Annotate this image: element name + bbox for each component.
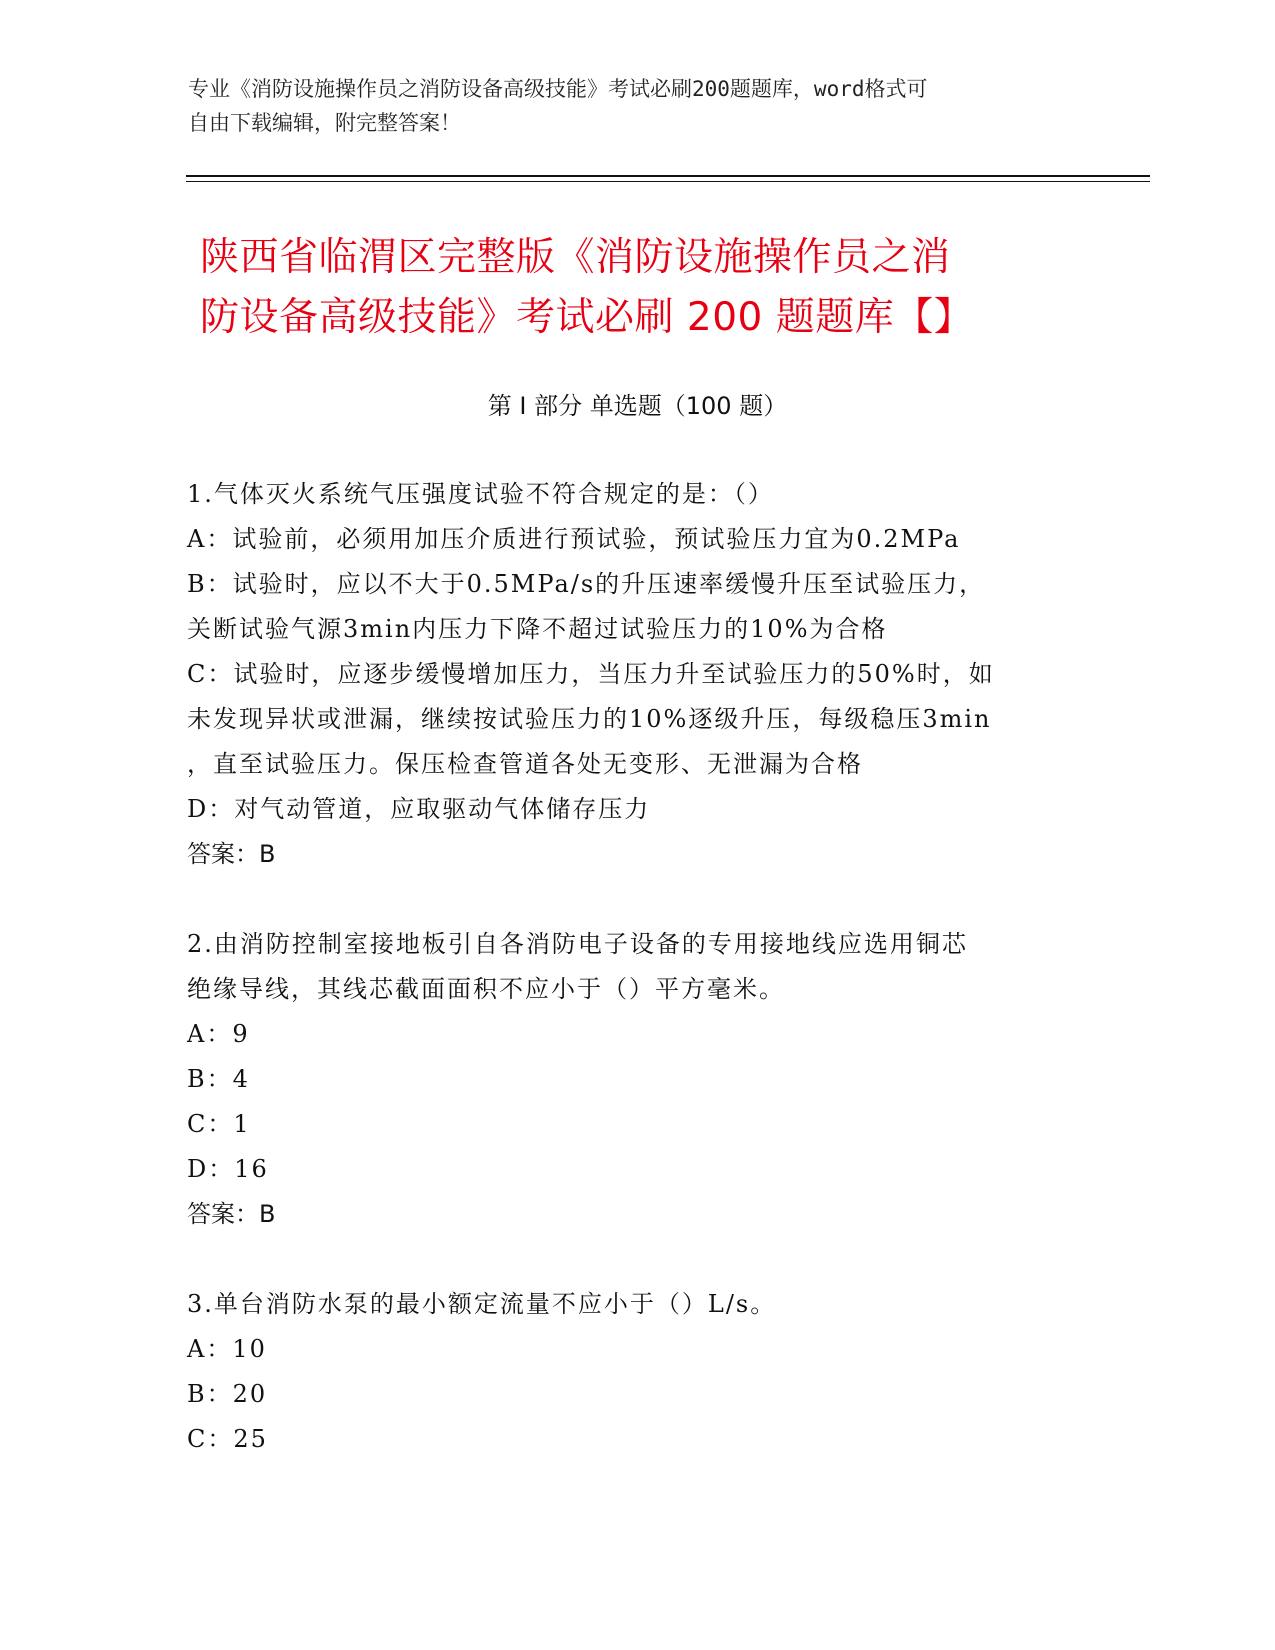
question-3-stem: 3.单台消防水泵的最小额定流量不应小于（）L/s。 (187, 1290, 777, 1318)
question-1-option-b-cont: 关断试验气源3min内压力下降不超过试验压力的10%为合格 (187, 615, 888, 643)
question-3-option-c: C：25 (187, 1425, 268, 1453)
document-title-line-2: 防设备高级技能》考试必刷 200 题题库【】 (200, 295, 974, 340)
question-1-option-c-cont-1: 未发现异状或泄漏，继续按试验压力的10%逐级升压，每级稳压3min (187, 705, 992, 733)
question-1-stem: 1.气体灭火系统气压强度试验不符合规定的是：（） (187, 480, 774, 508)
question-1-option-a: A：试验前，必须用加压介质进行预试验，预试验压力宜为0.2MPa (187, 525, 961, 553)
question-2-option-a: A：9 (187, 1020, 250, 1048)
question-1-option-b: B：试验时，应以不大于0.5MPa/s的升压速率缓慢升压至试验压力， (187, 570, 986, 598)
question-2-stem-cont: 绝缘导线，其线芯截面面积不应小于（）平方毫米。 (187, 975, 785, 1003)
question-1-option-d: D：对气动管道，应取驱动气体储存压力 (187, 795, 651, 823)
question-2-stem: 2.由消防控制室接地板引自各消防电子设备的专用接地线应选用铜芯 (187, 930, 968, 958)
question-2-option-d: D：16 (187, 1155, 269, 1183)
question-1-answer: 答案：B (187, 840, 276, 868)
header-divider-thin (186, 181, 1150, 182)
header-note-line-1: 专业《消防设施操作员之消防设备高级技能》考试必刷200题题库，word格式可 (188, 77, 928, 101)
header-note-line-2: 自由下载编辑，附完整答案！ (188, 111, 461, 135)
question-1 (187, 472, 1067, 877)
header-divider-thick (186, 175, 1150, 177)
document-title-line-1: 陕西省临渭区完整版《消防设施操作员之消 (200, 235, 951, 280)
question-3-option-b: B：20 (187, 1380, 268, 1408)
question-2-answer: 答案：B (187, 1200, 276, 1228)
section-title: 第 I 部分 单选题（100 题） (487, 392, 788, 420)
question-3-option-a: A：10 (187, 1335, 267, 1363)
question-2 (187, 922, 1067, 1237)
header-note (188, 72, 1068, 140)
question-list (187, 472, 1067, 1507)
question-1-option-c: C：试验时，应逐步缓慢增加压力，当压力升至试验压力的50%时，如 (187, 660, 995, 688)
question-1-option-c-cont-2: ，直至试验压力。保压检查管道各处无变形、无泄漏为合格 (187, 750, 863, 778)
question-3 (187, 1282, 1067, 1462)
document-title (200, 228, 1080, 348)
question-2-option-c: C：1 (187, 1110, 251, 1138)
question-2-option-b: B：4 (187, 1065, 250, 1093)
